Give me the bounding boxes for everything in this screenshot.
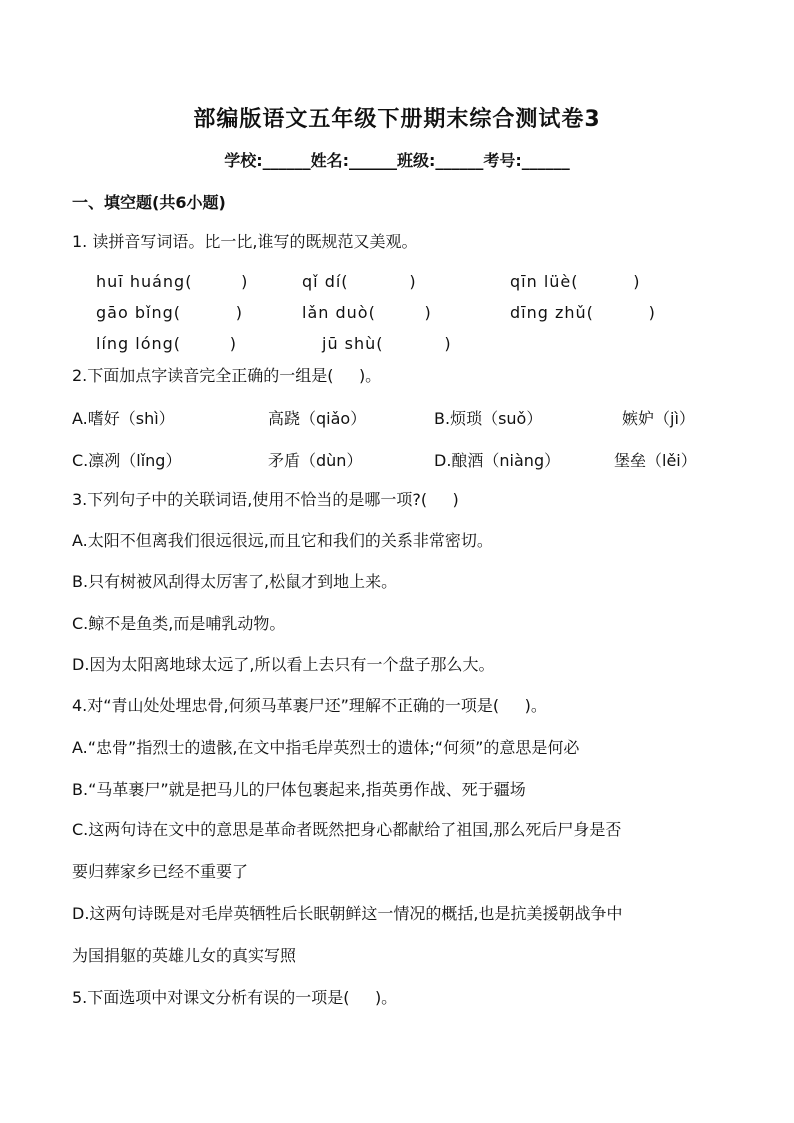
pinyin-item: qǐ dí( ) (302, 272, 417, 291)
question-5-stem: 5.下面选项中对课文分析有误的一项是( )。 (72, 988, 398, 1007)
pinyin-row (96, 334, 756, 356)
option-row (72, 406, 732, 428)
page-title: 部编版语文五年级下册期末综合测试卷3 (193, 107, 601, 132)
option-b: B.只有树被风刮得太厉害了,松鼠才到地上来。 (72, 572, 398, 591)
option-c: C.鲸不是鱼类,而是哺乳动物。 (72, 614, 286, 633)
option-item: 高跷（qiǎo） (268, 409, 367, 428)
option-d: D.这两句诗既是对毛岸英牺牲后长眠朝鲜这一情况的概括,也是抗美援朝战争中 (72, 904, 623, 923)
option-item: 嫉妒（jì） (622, 409, 695, 428)
student-info-line: 学校:______姓名:______班级:______考号:______ (224, 151, 570, 170)
option-a: A.太阳不但离我们很远很远,而且它和我们的关系非常密切。 (72, 531, 493, 550)
pinyin-item: gāo bǐng( ) (96, 303, 243, 322)
option-d-continued: 为国捐躯的英雄儿女的真实写照 (72, 946, 297, 965)
pinyin-row (96, 303, 756, 325)
question-3-stem: 3.下列句子中的关联词语,使用不恰当的是哪一项?( ) (72, 490, 459, 509)
option-c: C.这两句诗在文中的意思是革命者既然把身心都献给了祖国,那么死后尸身是否 (72, 820, 622, 839)
option-item: A.嗜好（shì） (72, 409, 175, 428)
option-item: 矛盾（dùn） (268, 451, 363, 470)
section-heading: 一、填空题(共6小题) (72, 193, 226, 212)
option-item: C.凛冽（lǐng） (72, 451, 182, 470)
pinyin-item: huī huáng( ) (96, 272, 249, 291)
option-item: D.酿酒（niàng） (434, 451, 561, 470)
option-item: B.烦琐（suǒ） (434, 409, 543, 428)
option-c-continued: 要归葬家乡已经不重要了 (72, 862, 249, 881)
option-d: D.因为太阳离地球太远了,所以看上去只有一个盘子那么大。 (72, 655, 495, 674)
pinyin-item: jū shù( ) (322, 334, 452, 353)
option-item: 堡垒（lěi） (614, 451, 697, 470)
option-row (72, 448, 732, 470)
pinyin-item: lǎn duò( ) (302, 303, 432, 322)
pinyin-item: líng lóng( ) (96, 334, 237, 353)
pinyin-item: dīng zhǔ( ) (510, 303, 656, 322)
question-1-stem: 1. 读拼音写词语。比一比,谁写的既规范又美观。 (72, 232, 418, 251)
question-4-stem: 4.对“青山处处埋忠骨,何须马革裹尸还”理解不正确的一项是( )。 (72, 696, 547, 715)
pinyin-item: qīn lüè( ) (510, 272, 641, 291)
question-2-stem: 2.下面加点字读音完全正确的一组是( )。 (72, 366, 382, 385)
option-a: A.“忠骨”指烈士的遗骸,在文中指毛岸英烈士的遗体;“何须”的意思是何必 (72, 738, 580, 757)
option-b: B.“马革裹尸”就是把马儿的尸体包裹起来,指英勇作战、死于疆场 (72, 780, 526, 799)
pinyin-row (96, 272, 756, 294)
